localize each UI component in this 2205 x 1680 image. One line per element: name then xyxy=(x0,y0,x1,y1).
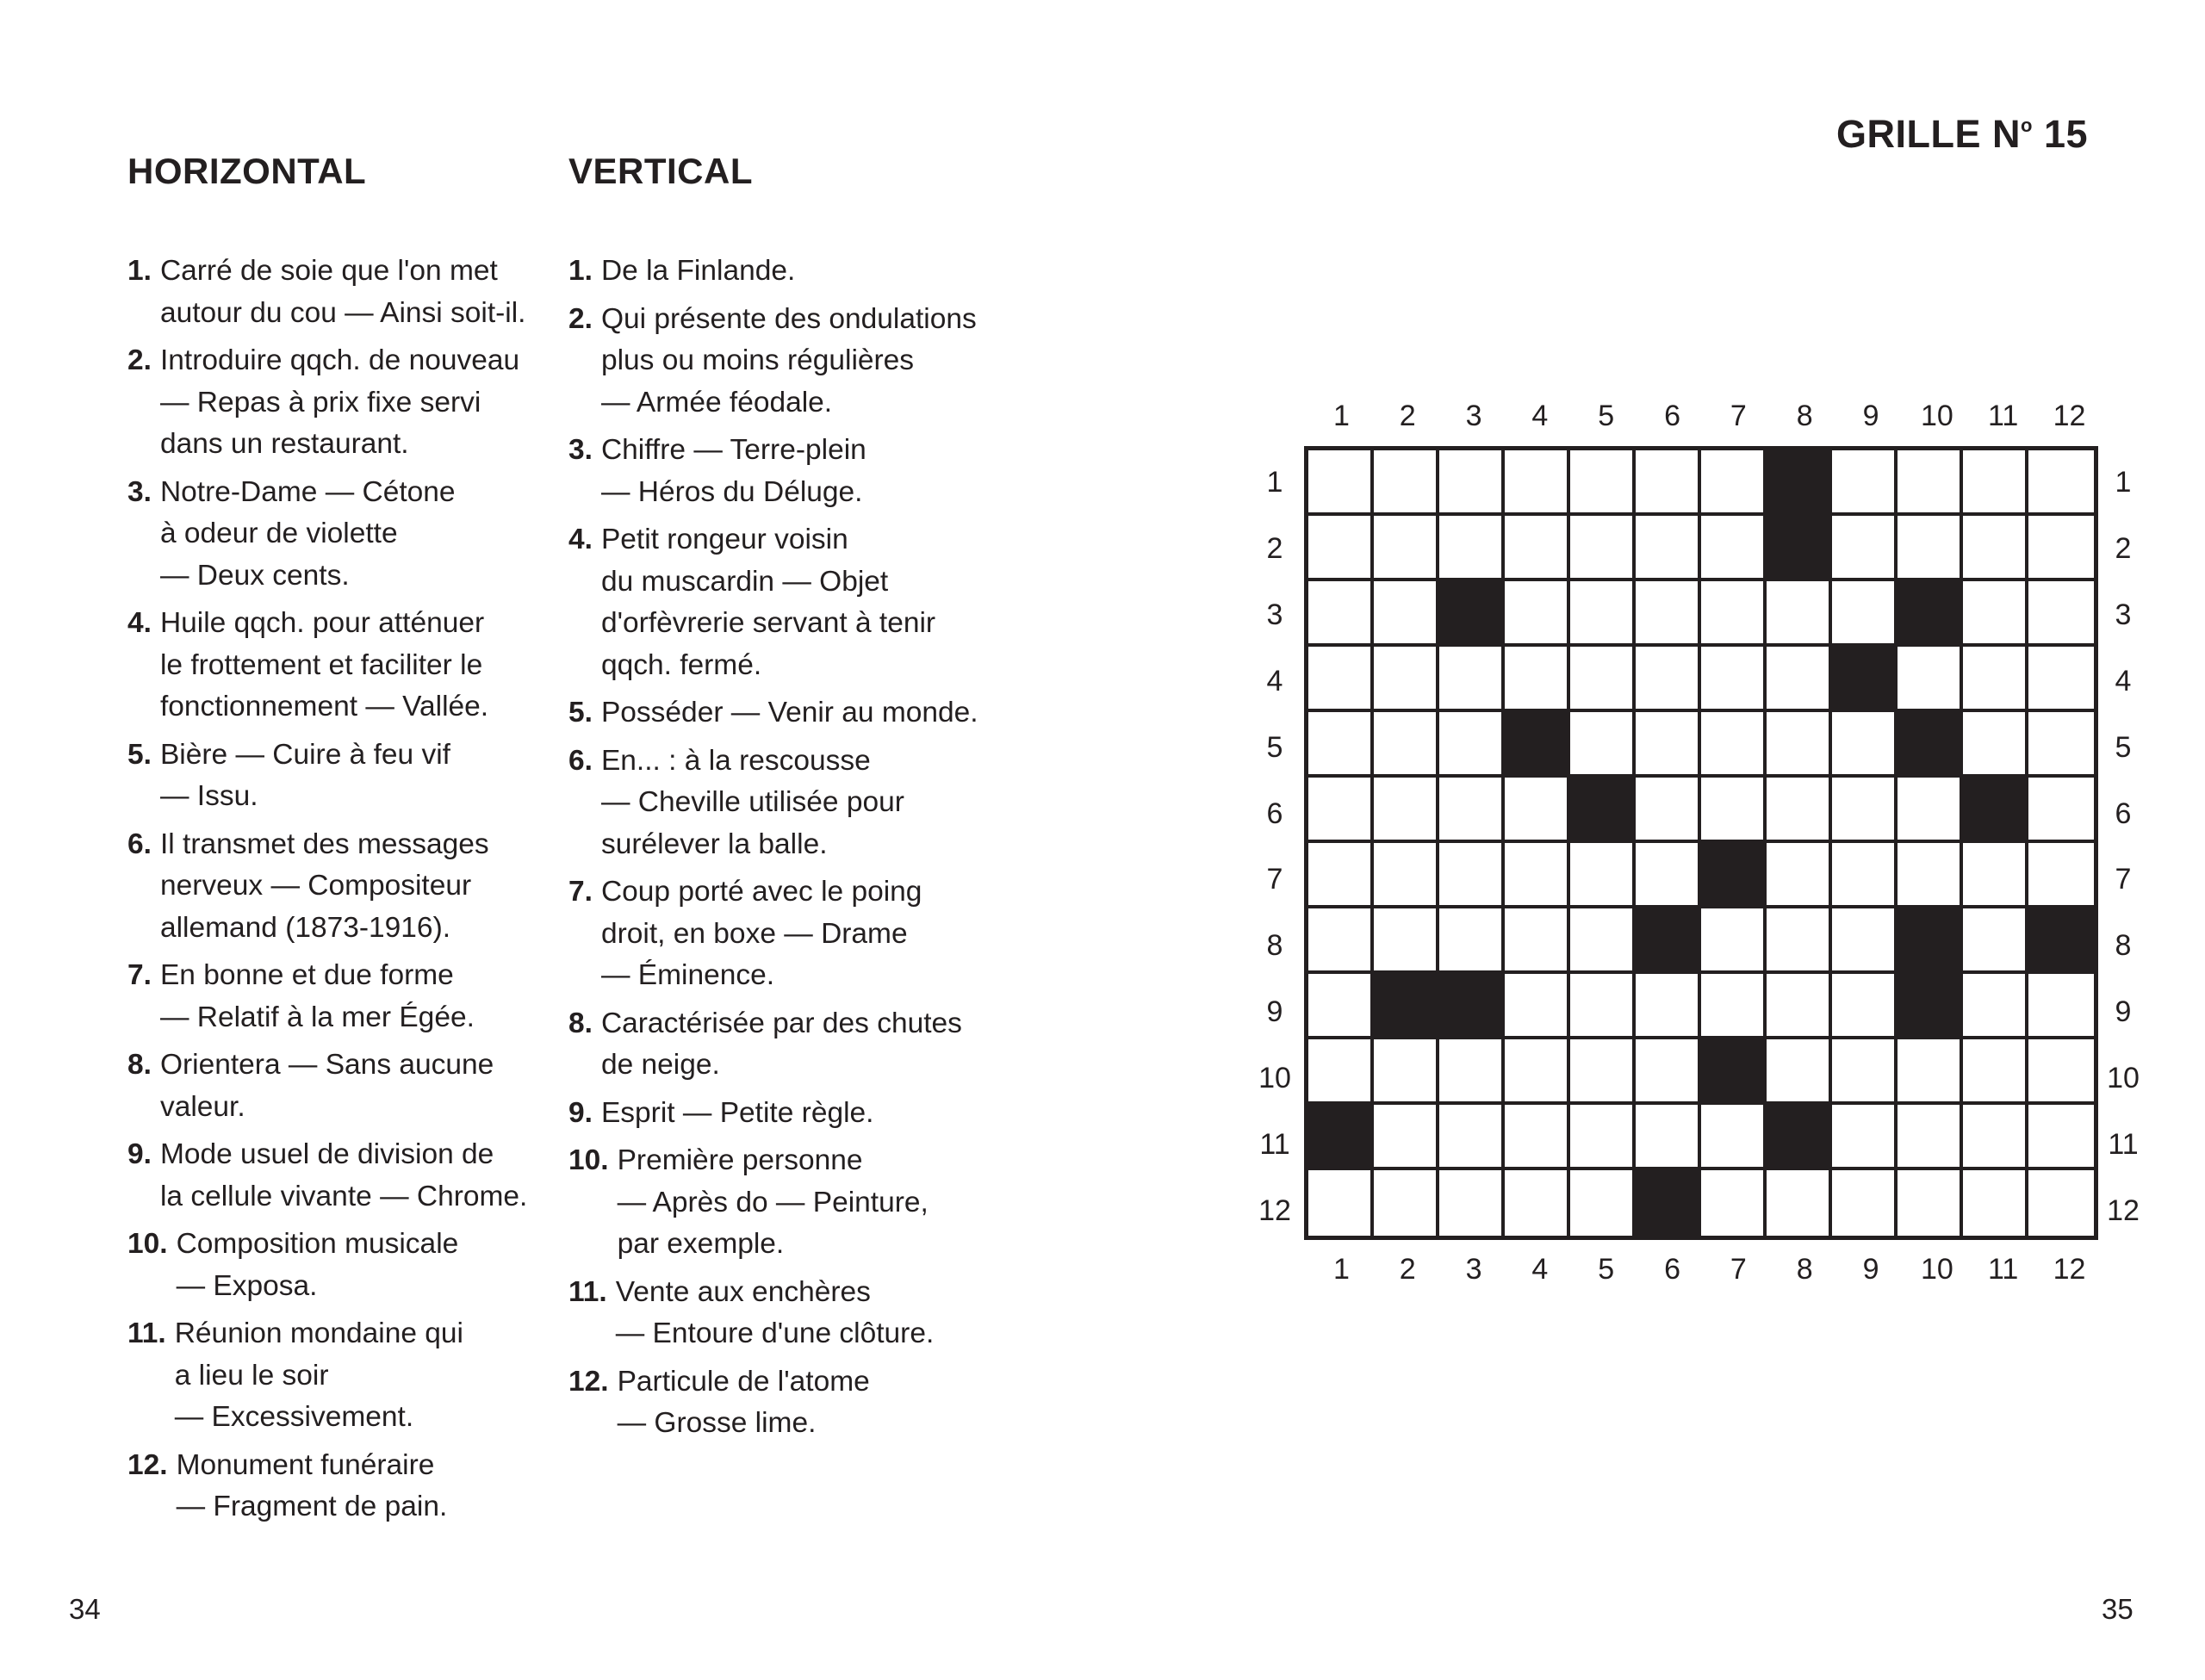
grid-cell[interactable] xyxy=(2028,843,2094,908)
clue-number: 10. xyxy=(568,1144,609,1176)
grid-cell[interactable] xyxy=(1374,712,1439,778)
grid-cell[interactable] xyxy=(1308,450,1374,516)
horizontal-clue-1 xyxy=(127,251,558,334)
grid-cell[interactable] xyxy=(1308,843,1374,908)
grid-cell[interactable] xyxy=(1963,450,2028,516)
grid-cell[interactable] xyxy=(1374,843,1439,908)
grid-cell[interactable] xyxy=(1832,712,1898,778)
grid-cell[interactable] xyxy=(1832,1105,1898,1170)
grid-cell[interactable] xyxy=(1701,581,1767,647)
grid-cell[interactable] xyxy=(1505,1170,1570,1236)
grid-cell[interactable] xyxy=(1636,712,1701,778)
row-label-left: 4 xyxy=(1266,664,1283,697)
column-label-bottom: 10 xyxy=(1920,1253,1953,1286)
grid-cell[interactable] xyxy=(1701,974,1767,1039)
grid-cell[interactable] xyxy=(1308,974,1374,1039)
grid-cell[interactable] xyxy=(1963,843,2028,908)
row-label-left: 10 xyxy=(1258,1061,1291,1094)
vertical-clue-8 xyxy=(568,1003,1016,1087)
grid-cell[interactable] xyxy=(1505,647,1570,712)
grid-cell[interactable] xyxy=(1767,843,1832,908)
crossword-grid xyxy=(1304,446,2098,1240)
grid-cell[interactable] xyxy=(1832,974,1898,1039)
column-label-top: 3 xyxy=(1465,400,1482,432)
clue-text: En... : à la rescousse — Cheville utilisée pour surélever la balle. xyxy=(600,744,904,860)
column-label-top: 1 xyxy=(1332,400,1350,432)
horizontal-clue-10 xyxy=(127,1224,558,1307)
grid-cell[interactable] xyxy=(2028,1039,2094,1105)
grid-cell[interactable] xyxy=(1636,581,1701,647)
clue-number: 1. xyxy=(568,255,593,287)
row-label-left: 7 xyxy=(1266,863,1283,896)
grid-cell[interactable] xyxy=(1308,778,1374,843)
grid-cell[interactable] xyxy=(1439,1105,1505,1170)
grid-cell[interactable] xyxy=(2028,974,2094,1039)
page-number-right: 35 xyxy=(2102,1593,2134,1625)
black-cell xyxy=(1898,581,1963,647)
black-cell xyxy=(1308,1105,1374,1170)
clue-text: Mode usuel de division de la cellule vivante — Chrome. xyxy=(159,1138,528,1212)
clue-number: 10. xyxy=(127,1228,168,1260)
grid-cell[interactable] xyxy=(1308,908,1374,974)
vertical-clue-4 xyxy=(568,519,1016,686)
grid-cell[interactable] xyxy=(1505,974,1570,1039)
grid-cell[interactable] xyxy=(1439,1170,1505,1236)
grid-cell[interactable] xyxy=(1570,1039,1636,1105)
black-cell xyxy=(1898,712,1963,778)
black-cell xyxy=(2028,908,2094,974)
horizontal-clue-6 xyxy=(127,824,558,950)
black-cell xyxy=(1767,516,1832,581)
vertical-clue-3 xyxy=(568,430,1016,513)
column-label-bottom: 1 xyxy=(1332,1253,1350,1286)
row-label-right: 4 xyxy=(2115,664,2132,697)
page-number-left: 34 xyxy=(69,1593,101,1625)
grid-cell[interactable] xyxy=(1308,581,1374,647)
vertical-clue-12 xyxy=(568,1361,1016,1445)
grille-sup: o xyxy=(2020,115,2033,136)
column-label-top: 2 xyxy=(1399,400,1416,432)
clue-text: Esprit — Petite règle. xyxy=(600,1096,874,1129)
row-label-left: 1 xyxy=(1266,466,1283,499)
grid-cell[interactable] xyxy=(1898,1105,1963,1170)
clue-number: 3. xyxy=(568,434,593,466)
grid-cell[interactable] xyxy=(1439,1039,1505,1105)
column-label-bottom: 11 xyxy=(1988,1253,2019,1286)
column-label-bottom: 12 xyxy=(2053,1253,2086,1286)
grid-cell[interactable] xyxy=(1832,581,1898,647)
clue-number: 11. xyxy=(568,1275,607,1308)
grid-cell[interactable] xyxy=(1767,974,1832,1039)
horizontal-clues-section xyxy=(127,151,558,1534)
grid-cell[interactable] xyxy=(1963,516,2028,581)
grid-cell[interactable] xyxy=(1963,1170,2028,1236)
clue-text: Petit rongeur voisin du muscardin — Objet d'orfèvrerie servant à tenir qqch. fermé. xyxy=(600,524,936,681)
grid-cell[interactable] xyxy=(1832,1039,1898,1105)
grille-label: GRILLE N xyxy=(1835,112,2021,156)
clue-number: 2. xyxy=(568,302,593,335)
grid-cell[interactable] xyxy=(2028,1105,2094,1170)
clue-number: 7. xyxy=(568,876,593,908)
grid-cell[interactable] xyxy=(1767,712,1832,778)
column-label-bottom: 5 xyxy=(1598,1253,1615,1286)
grid-cell[interactable] xyxy=(1963,712,2028,778)
grid-cell[interactable] xyxy=(1439,908,1505,974)
grid-cell[interactable] xyxy=(1636,843,1701,908)
column-label-bottom: 7 xyxy=(1730,1253,1747,1286)
grid-cell[interactable] xyxy=(1505,581,1570,647)
grid-cell[interactable] xyxy=(1701,647,1767,712)
clue-text: Bière — Cuire à feu vif — Issu. xyxy=(159,738,450,812)
grid-cell[interactable] xyxy=(1505,1039,1570,1105)
column-label-top: 10 xyxy=(1920,400,1953,432)
row-label-left: 2 xyxy=(1266,532,1283,566)
grid-cell[interactable] xyxy=(1374,1039,1439,1105)
grid-cell[interactable] xyxy=(2028,1170,2094,1236)
grid-cell[interactable] xyxy=(1701,908,1767,974)
grid-cell[interactable] xyxy=(2028,450,2094,516)
column-label-top: 4 xyxy=(1531,400,1549,432)
row-label-left: 9 xyxy=(1266,995,1283,1029)
grid-cell[interactable] xyxy=(1570,843,1636,908)
clue-text: Posséder — Venir au monde. xyxy=(600,697,978,728)
clue-number: 6. xyxy=(568,744,593,777)
grid-cell[interactable] xyxy=(1898,843,1963,908)
row-label-right: 11 xyxy=(2108,1127,2139,1161)
row-label-left: 3 xyxy=(1266,598,1283,632)
grid-cell[interactable] xyxy=(1636,450,1701,516)
row-label-left: 6 xyxy=(1266,797,1283,830)
black-cell xyxy=(1767,1105,1832,1170)
grid-cell[interactable] xyxy=(1963,1105,2028,1170)
grid-cell[interactable] xyxy=(1439,647,1505,712)
black-cell xyxy=(1701,1039,1767,1105)
black-cell xyxy=(1898,974,1963,1039)
clue-text: Qui présente des ondulations plus ou moins régulières — Armée féodale. xyxy=(600,302,977,418)
grid-cell[interactable] xyxy=(1832,450,1898,516)
column-label-top: 6 xyxy=(1664,400,1681,432)
row-label-left: 8 xyxy=(1266,929,1283,963)
clue-number: 3. xyxy=(127,475,152,508)
grid-cell[interactable] xyxy=(1963,974,2028,1039)
grid-cell[interactable] xyxy=(1701,1105,1767,1170)
clue-text: Coup porté avec le poing droit, en boxe — Drame — Éminence. xyxy=(600,876,922,991)
clue-number: 2. xyxy=(127,344,152,376)
black-cell xyxy=(1898,908,1963,974)
clue-text: Première personne — Après do — Peinture, par exemple. xyxy=(617,1144,929,1260)
row-label-right: 5 xyxy=(2115,730,2132,764)
grid-cell[interactable] xyxy=(1636,1039,1701,1105)
clue-number: 9. xyxy=(568,1096,593,1129)
grid-cell[interactable] xyxy=(1570,1170,1636,1236)
clue-number: 8. xyxy=(127,1049,152,1081)
horizontal-clue-list xyxy=(127,251,558,1528)
grid-cell[interactable] xyxy=(1308,1170,1374,1236)
grid-cell[interactable] xyxy=(1570,450,1636,516)
row-label-right: 10 xyxy=(2107,1061,2140,1094)
clue-number: 12. xyxy=(568,1365,609,1398)
clue-text: Notre-Dame — Cétone à odeur de violette — Deux cents. xyxy=(159,475,456,592)
horizontal-clue-4 xyxy=(127,603,558,728)
grid-cell[interactable] xyxy=(1898,516,1963,581)
grid-cell[interactable] xyxy=(1308,1039,1374,1105)
clue-text: Composition musicale — Exposa. xyxy=(176,1228,459,1302)
clue-number: 7. xyxy=(127,959,152,991)
black-cell xyxy=(1767,450,1832,516)
clue-number: 5. xyxy=(127,738,152,771)
grid-cell[interactable] xyxy=(1308,647,1374,712)
row-label-right: 9 xyxy=(2115,995,2132,1029)
grid-cell[interactable] xyxy=(2028,778,2094,843)
grid-cell[interactable] xyxy=(1767,581,1832,647)
clue-number: 9. xyxy=(127,1138,152,1170)
grid-cell[interactable] xyxy=(1439,450,1505,516)
grid-cell[interactable] xyxy=(1701,778,1767,843)
grid-cell[interactable] xyxy=(1505,778,1570,843)
grid-cell[interactable] xyxy=(1832,778,1898,843)
grid-cell[interactable] xyxy=(2028,581,2094,647)
black-cell xyxy=(1701,843,1767,908)
grille-title xyxy=(1836,112,2088,157)
grid-cell[interactable] xyxy=(1505,908,1570,974)
clue-text: Particule de l'atome — Grosse lime. xyxy=(617,1365,870,1439)
vertical-heading: VERTICAL xyxy=(568,151,753,191)
grid-cell[interactable] xyxy=(1963,908,2028,974)
grid-cell[interactable] xyxy=(1374,581,1439,647)
grid-cell[interactable] xyxy=(1505,450,1570,516)
row-label-right: 1 xyxy=(2115,466,2132,499)
black-cell xyxy=(1570,778,1636,843)
black-cell xyxy=(1636,908,1701,974)
grid-cell[interactable] xyxy=(1374,516,1439,581)
horizontal-clue-12 xyxy=(127,1445,558,1528)
row-label-left: 5 xyxy=(1266,730,1283,764)
grid-cell[interactable] xyxy=(1439,712,1505,778)
grid-cell[interactable] xyxy=(1701,1170,1767,1236)
column-label-top: 9 xyxy=(1862,400,1879,432)
clue-number: 8. xyxy=(568,1007,593,1039)
grid-cell[interactable] xyxy=(1570,1105,1636,1170)
grid-cell[interactable] xyxy=(1570,581,1636,647)
grid-cell[interactable] xyxy=(1963,1039,2028,1105)
grid-cell[interactable] xyxy=(1898,1170,1963,1236)
clue-text: Caractérisée par des chutes de neige. xyxy=(600,1007,962,1081)
grid-cell[interactable] xyxy=(1898,450,1963,516)
row-label-right: 7 xyxy=(2115,863,2132,896)
grid-cell[interactable] xyxy=(1963,647,2028,712)
grid-cell[interactable] xyxy=(1636,1105,1701,1170)
horizontal-clue-2 xyxy=(127,340,558,466)
horizontal-clue-5 xyxy=(127,735,558,818)
column-label-top: 12 xyxy=(2053,400,2086,432)
horizontal-heading: HORIZONTAL xyxy=(127,151,367,191)
vertical-clue-9 xyxy=(568,1093,1016,1135)
clue-number: 4. xyxy=(568,524,593,555)
row-label-right: 6 xyxy=(2115,797,2132,830)
grid-cell[interactable] xyxy=(1570,516,1636,581)
column-label-top: 11 xyxy=(1988,400,2019,432)
grid-cell[interactable] xyxy=(1898,647,1963,712)
grid-cell[interactable] xyxy=(1374,908,1439,974)
clue-number: 4. xyxy=(127,607,152,639)
clue-text: Il transmet des messages nerveux — Compositeur allemand (1873-1916). xyxy=(159,828,489,944)
horizontal-clue-3 xyxy=(127,472,558,598)
grid-cell[interactable] xyxy=(1505,1105,1570,1170)
grid-cell[interactable] xyxy=(1374,778,1439,843)
grid-cell[interactable] xyxy=(2028,647,2094,712)
horizontal-clue-8 xyxy=(127,1045,558,1128)
clue-number: 11. xyxy=(127,1317,166,1349)
grid-cell[interactable] xyxy=(1701,516,1767,581)
column-label-bottom: 6 xyxy=(1664,1253,1681,1286)
grid-cell[interactable] xyxy=(1636,647,1701,712)
clue-number: 1. xyxy=(127,255,152,287)
clue-number: 5. xyxy=(568,697,593,728)
row-label-left: 12 xyxy=(1258,1193,1291,1227)
vertical-clue-list xyxy=(568,251,1016,1445)
vertical-clue-11 xyxy=(568,1272,1016,1355)
column-label-top: 8 xyxy=(1796,400,1813,432)
clue-text: Vente aux enchères — Entoure d'une clôture. xyxy=(615,1275,935,1349)
vertical-clue-7 xyxy=(568,871,1016,997)
vertical-clue-10 xyxy=(568,1140,1016,1266)
grid-cell[interactable] xyxy=(1505,516,1570,581)
grid-cell[interactable] xyxy=(1374,647,1439,712)
black-cell xyxy=(1963,778,2028,843)
black-cell xyxy=(1439,974,1505,1039)
grid-cell[interactable] xyxy=(1374,1170,1439,1236)
black-cell xyxy=(1505,712,1570,778)
clue-text: Monument funéraire — Fragment de pain. xyxy=(176,1448,448,1522)
grid-cell[interactable] xyxy=(1832,516,1898,581)
clue-text: Carré de soie que l'on met autour du cou — Ainsi soit-il. xyxy=(159,255,526,329)
horizontal-clue-11 xyxy=(127,1313,558,1439)
grid-cell[interactable] xyxy=(1439,516,1505,581)
clue-number: 6. xyxy=(127,828,152,860)
column-label-bottom: 4 xyxy=(1531,1253,1549,1286)
grid-cell[interactable] xyxy=(2028,516,2094,581)
vertical-clue-6 xyxy=(568,741,1016,866)
horizontal-clue-7 xyxy=(127,955,558,1038)
row-label-right: 2 xyxy=(2115,532,2132,566)
column-label-top: 7 xyxy=(1730,400,1747,432)
black-cell xyxy=(1832,647,1898,712)
grid-cell[interactable] xyxy=(1898,778,1963,843)
grid-cell[interactable] xyxy=(1963,581,2028,647)
grid-cell[interactable] xyxy=(1505,843,1570,908)
grid-cell[interactable] xyxy=(1767,778,1832,843)
vertical-clues-section xyxy=(568,151,1016,1451)
clue-text: Orientera — Sans aucune valeur. xyxy=(159,1049,494,1123)
clue-text: Chiffre — Terre-plein — Héros du Déluge. xyxy=(600,434,866,508)
grid-cell[interactable] xyxy=(1439,843,1505,908)
clue-text: En bonne et due forme — Relatif à la mer Égée. xyxy=(159,959,475,1033)
grid-cell[interactable] xyxy=(1308,712,1374,778)
grid-cell[interactable] xyxy=(1832,843,1898,908)
grid-cell[interactable] xyxy=(2028,712,2094,778)
row-label-right: 12 xyxy=(2107,1193,2140,1227)
clue-text: Introduire qqch. de nouveau — Repas à prix fixe servi dans un restaurant. xyxy=(159,344,520,460)
grid-cell[interactable] xyxy=(1439,778,1505,843)
grille-number: 15 xyxy=(2043,112,2088,156)
row-label-left: 11 xyxy=(1259,1127,1290,1161)
grid-cell[interactable] xyxy=(1832,1170,1898,1236)
black-cell xyxy=(1374,974,1439,1039)
vertical-clue-5 xyxy=(568,692,1016,735)
vertical-clue-2 xyxy=(568,299,1016,425)
grid-cell[interactable] xyxy=(1636,516,1701,581)
clue-number: 12. xyxy=(127,1448,168,1481)
grid-cell[interactable] xyxy=(1767,647,1832,712)
grid-cell[interactable] xyxy=(1570,647,1636,712)
grid-cell[interactable] xyxy=(1701,712,1767,778)
column-label-bottom: 3 xyxy=(1465,1253,1482,1286)
clue-text: Réunion mondaine qui a lieu le soir — Excessivement. xyxy=(174,1317,463,1433)
column-label-bottom: 9 xyxy=(1862,1253,1879,1286)
grid-cell[interactable] xyxy=(1767,1170,1832,1236)
grid-cell[interactable] xyxy=(1308,516,1374,581)
clue-text: Huile qqch. pour atténuer le frottement et faciliter le fonctionnement — Vallée. xyxy=(159,607,489,722)
grid-cell[interactable] xyxy=(1374,1105,1439,1170)
grid-cell[interactable] xyxy=(1767,908,1832,974)
grid-cell[interactable] xyxy=(1701,450,1767,516)
column-label-bottom: 2 xyxy=(1399,1253,1416,1286)
grid-cell[interactable] xyxy=(1570,712,1636,778)
row-label-right: 8 xyxy=(2115,929,2132,963)
grid-cell[interactable] xyxy=(1767,1039,1832,1105)
column-label-top: 5 xyxy=(1598,400,1615,432)
column-label-bottom: 8 xyxy=(1796,1253,1813,1286)
black-cell xyxy=(1636,1170,1701,1236)
clue-text: De la Finlande. xyxy=(600,255,796,287)
vertical-clue-1 xyxy=(568,251,1016,293)
grid-cell[interactable] xyxy=(1832,908,1898,974)
row-label-right: 3 xyxy=(2115,598,2132,632)
grid-cell[interactable] xyxy=(1636,974,1701,1039)
grid-cell[interactable] xyxy=(1636,778,1701,843)
black-cell xyxy=(1439,581,1505,647)
grid-cell[interactable] xyxy=(1374,450,1439,516)
grid-cell[interactable] xyxy=(1570,908,1636,974)
grid-cell[interactable] xyxy=(1898,1039,1963,1105)
grid-cell[interactable] xyxy=(1570,974,1636,1039)
horizontal-clue-9 xyxy=(127,1134,558,1218)
